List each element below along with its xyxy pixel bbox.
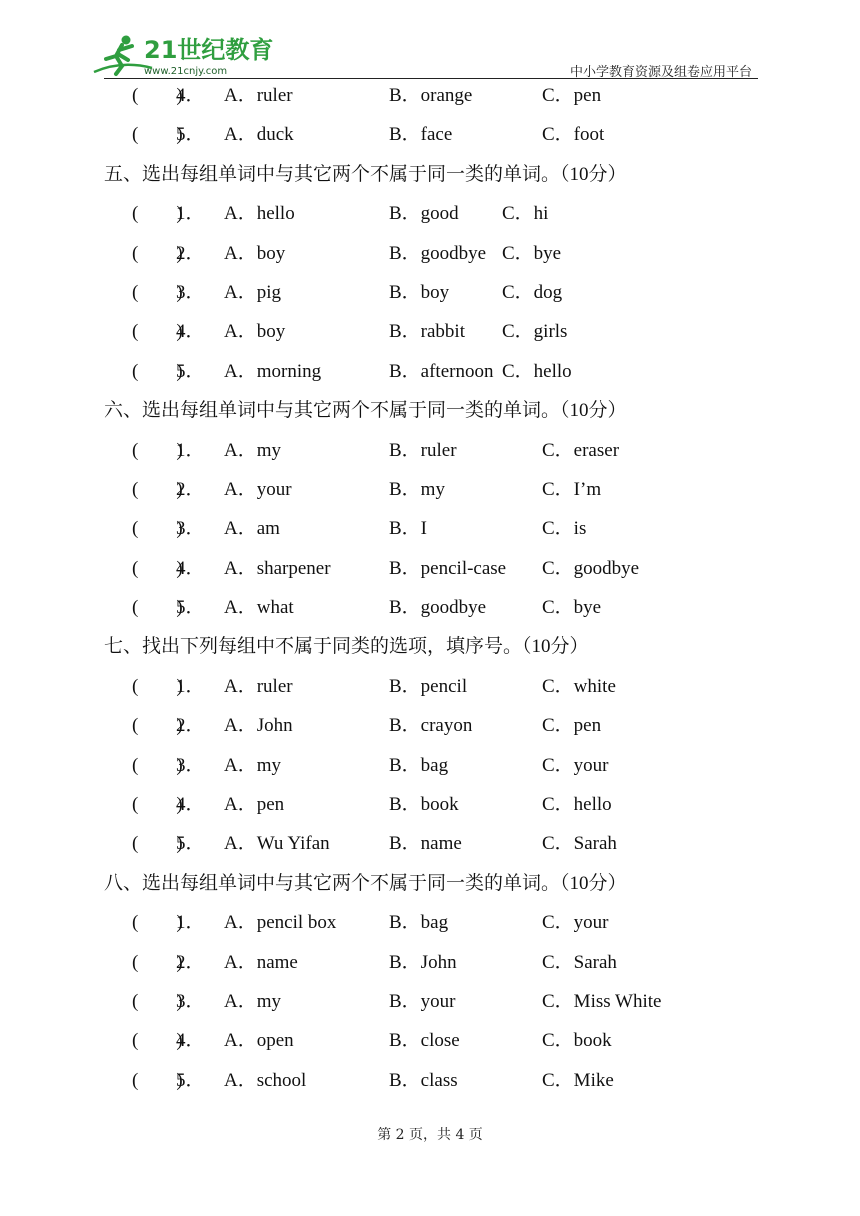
option-a: A．duck	[224, 124, 294, 146]
svg-text:21世纪教育: 21世纪教育	[144, 36, 274, 64]
question-number: 5．	[176, 597, 205, 619]
option-c: C．white	[542, 675, 616, 697]
option-c: C．your	[542, 912, 609, 934]
option-c: C．Mike	[542, 1069, 614, 1091]
option-a: A．John	[224, 715, 293, 737]
question-row	[0, 194, 860, 233]
question-number: 4．	[176, 794, 205, 816]
option-c: C．pen	[542, 715, 602, 737]
question-row	[0, 273, 860, 312]
question-row	[0, 824, 860, 863]
option-b: B．orange	[389, 85, 473, 106]
answer-blank: ( )	[132, 85, 183, 106]
option-c: C．is	[542, 518, 587, 540]
option-b: B．good	[389, 203, 459, 225]
question-row	[0, 549, 860, 588]
option-b: B．pencil-case	[389, 557, 507, 579]
question-row	[0, 352, 860, 391]
answer-blank: ( )	[132, 439, 183, 461]
option-a: A．pen	[224, 794, 285, 816]
option-b: B．boy	[389, 281, 450, 303]
option-c: C．Sarah	[542, 833, 617, 855]
option-b: B．goodbye	[389, 242, 487, 264]
option-a: A．pig	[224, 281, 282, 303]
answer-blank: ( )	[132, 242, 183, 264]
option-c: C．goodbye	[542, 557, 640, 579]
question-number: 3．	[176, 754, 205, 776]
option-b: B．John	[389, 951, 457, 973]
question-number: 5．	[176, 360, 205, 382]
section-title: 六、选出每组单词中与其它两个不属于同一类的单词。（10分）	[104, 400, 627, 422]
answer-blank: ( )	[132, 951, 183, 973]
option-a: A．hello	[224, 203, 295, 225]
option-b: B．pencil	[389, 675, 468, 697]
question-number: 1．	[176, 203, 205, 225]
question-row	[0, 706, 860, 745]
option-a: A．boy	[224, 242, 286, 264]
question-number: 1．	[176, 675, 205, 697]
answer-blank: ( )	[132, 124, 183, 146]
question-number: 1．	[176, 439, 205, 461]
option-b: B．face	[389, 124, 453, 146]
question-number: 4．	[176, 85, 205, 106]
svg-text:www.21cnjy.com: www.21cnjy.com	[144, 66, 228, 77]
logo-icon	[92, 32, 292, 78]
option-a: A．ruler	[224, 675, 293, 697]
question-row	[0, 943, 860, 982]
option-b: B．close	[389, 1030, 460, 1052]
option-c: C．girls	[502, 321, 568, 343]
question-number: 3．	[176, 990, 205, 1012]
option-a: A．my	[224, 754, 282, 776]
option-c: C．I’m	[542, 478, 602, 500]
site-name: 中小学教育资源及组卷应用平台	[570, 65, 753, 80]
question-row	[0, 785, 860, 824]
option-a: A．your	[224, 478, 292, 500]
question-number: 3．	[176, 518, 205, 540]
answer-blank: ( )	[132, 754, 183, 776]
question-number: 2．	[176, 951, 205, 973]
question-number: 4．	[176, 557, 205, 579]
question-number: 3．	[176, 281, 205, 303]
question-row	[0, 1021, 860, 1060]
option-a: A．Wu Yifan	[224, 833, 330, 855]
option-c: C．foot	[542, 124, 605, 146]
option-c: C．bye	[542, 597, 602, 619]
question-number: 4．	[176, 321, 205, 343]
option-b: B．crayon	[389, 715, 473, 737]
option-b: B．your	[389, 990, 456, 1012]
option-b: B．I	[389, 518, 428, 540]
answer-blank: ( )	[132, 360, 183, 382]
option-b: B．book	[389, 794, 459, 816]
option-a: A．school	[224, 1069, 307, 1091]
option-c: C．hi	[502, 203, 549, 225]
section-title: 七、找出下列每组中不属于同类的选项，填序号。（10分）	[104, 636, 589, 658]
option-b: B．bag	[389, 754, 449, 776]
question-row	[0, 115, 860, 154]
option-a: A．sharpener	[224, 557, 331, 579]
section-title: 八、选出每组单词中与其它两个不属于同一类的单词。（10分）	[104, 872, 627, 894]
question-number: 4．	[176, 1030, 205, 1052]
option-c: C．pen	[542, 85, 602, 106]
option-b: B．goodbye	[389, 597, 487, 619]
answer-blank: ( )	[132, 518, 183, 540]
question-row	[0, 234, 860, 273]
option-b: B．my	[389, 478, 445, 500]
answer-blank: ( )	[132, 675, 183, 697]
option-a: A．what	[224, 597, 294, 619]
option-a: A．open	[224, 1030, 294, 1052]
option-c: C．your	[542, 754, 609, 776]
question-row	[0, 746, 860, 785]
question-number: 5．	[176, 833, 205, 855]
question-number: 5．	[176, 124, 205, 146]
option-c: C．dog	[502, 281, 563, 303]
option-c: C．Sarah	[542, 951, 617, 973]
option-a: A．boy	[224, 321, 286, 343]
option-c: C．book	[542, 1030, 612, 1052]
option-c: C．Miss White	[542, 990, 662, 1012]
option-c: C．hello	[502, 360, 572, 382]
question-number: 5．	[176, 1069, 205, 1091]
option-b: B．afternoon	[389, 360, 494, 382]
option-a: A．my	[224, 439, 282, 461]
question-row	[0, 903, 860, 942]
page-header	[0, 0, 860, 84]
answer-blank: ( )	[132, 557, 183, 579]
answer-blank: ( )	[132, 597, 183, 619]
question-number: 2．	[176, 242, 205, 264]
question-row	[0, 982, 860, 1021]
answer-blank: ( )	[132, 281, 183, 303]
question-row	[0, 312, 860, 351]
answer-blank: ( )	[132, 990, 183, 1012]
answer-blank: ( )	[132, 203, 183, 225]
option-c: C．hello	[542, 794, 612, 816]
option-b: B．ruler	[389, 439, 457, 461]
option-a: A．morning	[224, 360, 322, 382]
question-row	[0, 431, 860, 470]
answer-blank: ( )	[132, 794, 183, 816]
option-c: C．bye	[502, 242, 562, 264]
option-a: A．am	[224, 518, 280, 540]
option-a: A．name	[224, 951, 298, 973]
option-b: B．bag	[389, 912, 449, 934]
answer-blank: ( )	[132, 833, 183, 855]
question-number: 2．	[176, 715, 205, 737]
question-row	[0, 76, 860, 115]
question-row	[0, 588, 860, 627]
question-row	[0, 667, 860, 706]
answer-blank: ( )	[132, 912, 183, 934]
option-b: B．rabbit	[389, 321, 465, 343]
answer-blank: ( )	[132, 1030, 183, 1052]
question-row	[0, 509, 860, 548]
question-row	[0, 470, 860, 509]
question-row	[0, 1061, 860, 1100]
answer-blank: ( )	[132, 1069, 183, 1091]
option-a: A．ruler	[224, 85, 293, 106]
section-title: 五、选出每组单词中与其它两个不属于同一类的单词。（10分）	[104, 163, 627, 185]
option-a: A．pencil box	[224, 912, 337, 934]
question-number: 1．	[176, 912, 205, 934]
answer-blank: ( )	[132, 715, 183, 737]
option-b: B．class	[389, 1069, 458, 1091]
option-b: B．name	[389, 833, 462, 855]
option-c: C．eraser	[542, 439, 620, 461]
option-a: A．my	[224, 990, 282, 1012]
answer-blank: ( )	[132, 478, 183, 500]
question-number: 2．	[176, 478, 205, 500]
page-number: 第 2 页，共 4 页	[377, 1127, 483, 1143]
worksheet-body	[0, 76, 860, 1100]
answer-blank: ( )	[132, 321, 183, 343]
